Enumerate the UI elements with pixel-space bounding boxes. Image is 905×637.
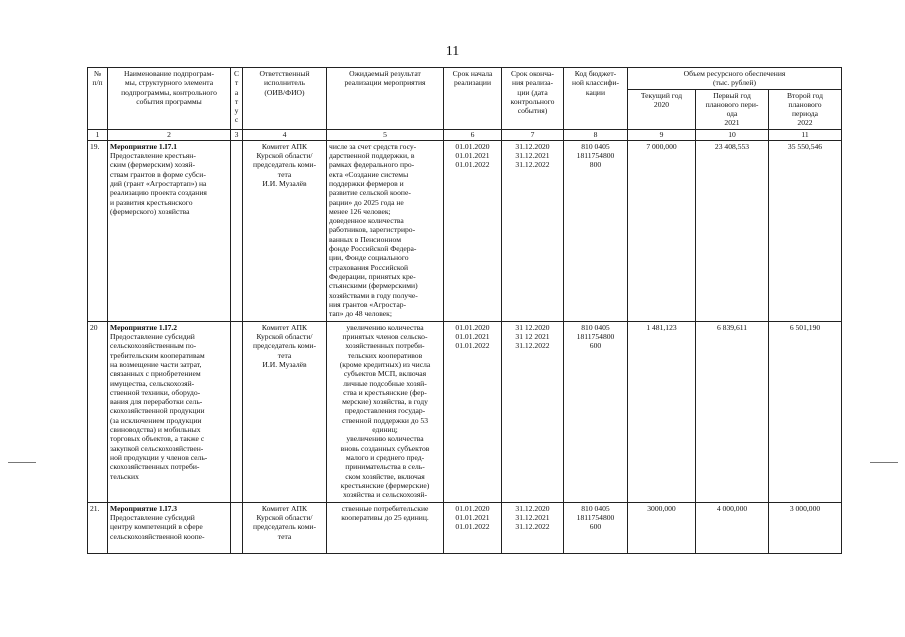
col-number: 10 — [696, 129, 769, 140]
activity-cell — [108, 321, 231, 502]
col-number: 1 — [88, 129, 108, 140]
column-number-row — [88, 129, 842, 140]
amount-2020: 3000,000 — [628, 502, 696, 553]
col-number: 5 — [327, 129, 444, 140]
col-number: 4 — [243, 129, 327, 140]
amount-2021: 6 839,611 — [696, 321, 769, 502]
col-number: 6 — [444, 129, 502, 140]
activity-cell — [108, 502, 231, 553]
end-date-cell: 31.12.2020 31.12.2021 31.12.2022 — [502, 140, 564, 321]
end-date-cell: 31.12.2020 31.12.2021 31.12.2022 — [502, 502, 564, 553]
budget-code-cell: 810 0405 1811754800 800 — [564, 140, 628, 321]
executor-cell: Комитет АПК Курской области/ председатель коми- тета — [243, 502, 327, 553]
start-date-cell: 01.01.2020 01.01.2021 01.01.2022 — [444, 502, 502, 553]
activity-cell — [108, 140, 231, 321]
col-number: 9 — [628, 129, 696, 140]
row-number: 20 — [88, 321, 108, 502]
col-number: 2 — [108, 129, 231, 140]
header-num: № п/п — [88, 68, 108, 130]
header-row — [88, 68, 842, 90]
row-number: 21. — [88, 502, 108, 553]
scan-artifact-line — [8, 462, 36, 463]
header-result: Ожидаемый результат реализации мероприятия — [327, 68, 444, 130]
activity-title: Мероприятие 1.I7.1 — [110, 141, 178, 151]
header-resources: Объем ресурсного обеспечения (тыс. рублей) — [628, 68, 842, 90]
amount-2020: 7 000,000 — [628, 140, 696, 321]
amount-2022: 35 550,546 — [769, 140, 842, 321]
executor-cell: Комитет АПК Курской области/ председатель коми- тета И.И. Музалёв — [243, 321, 327, 502]
header-status: С т а т у с — [231, 68, 243, 130]
status-cell — [231, 321, 243, 502]
program-activities-table — [87, 67, 842, 554]
col-number: 11 — [769, 129, 842, 140]
activity-name: Предоставление субсидий центру компетенций в сфере сельскохозяйственной коопе- — [110, 513, 205, 541]
header-executor: Ответственный исполнитель (ОИВ/ФИО) — [243, 68, 327, 130]
table-row — [88, 140, 842, 321]
header-name: Наименование подпрограм- мы, структурного элемента подпрограммы, контрольного события программы — [108, 68, 231, 130]
result-cell: увеличению количества принятых членов сельско- хозяйственных потреби- тельских кооперативов (кроме кредитных) из числа субъектов МСП, включая личные подсобные хозяй- ства и крестьянские (фер- мерские) хозяйства, в году предоставления государ- ственной поддержки до 53 единиц; увеличению количества вновь созданных субъектов малого и среднего пред- принимательства в сель- ском хозяйстве, включая крестьянские (фермерские) хозяйства и сельскохозяй- — [327, 321, 444, 502]
amount-2021: 23 408,553 — [696, 140, 769, 321]
header-year-2021: Первый год планового пери- ода 2021 — [696, 89, 769, 129]
activity-name: Предоставление крестьян- ским (фермерским) хозяй- ствам грантов в форме субси- дий (грант «Агростартап») на реализацию проекта создания и развития крестьянского (фермерского) хозяйства — [110, 151, 207, 216]
start-date-cell: 01.01.2020 01.01.2021 01.01.2022 — [444, 140, 502, 321]
activity-title: Мероприятие 1.I7.2 — [110, 322, 178, 332]
executor-cell: Комитет АПК Курской области/ председатель коми- тета И.И. Музалёв — [243, 140, 327, 321]
start-date-cell: 01.01.2020 01.01.2021 01.01.2022 — [444, 321, 502, 502]
result-cell: числе за счет средств госу- дарственной поддержки, в рамках федерального про- екта «Создание системы поддержки фермеров и развитие сельской коопе- рации» до 2025 года не менее 126 человек; доведенное количества работников, зарегистриро- ванных в Пенсионном фонде Российской Федера- ции, Фонде социального страхования Российской Федерации, принятых кре- стьянскими (фермерскими) хозяйствами в году получе- ния грантов «Агростар- тап» до 48 человек; — [327, 140, 444, 321]
col-number: 7 — [502, 129, 564, 140]
header-start: Срок начала реализации — [444, 68, 502, 130]
header-code: Код бюджет- ной классифи- кации — [564, 68, 628, 130]
amount-2022: 3 000,000 — [769, 502, 842, 553]
status-cell — [231, 140, 243, 321]
page-number: 11 — [445, 44, 460, 59]
table-row — [88, 502, 842, 553]
header-year-2022: Второй год планового периода 2022 — [769, 89, 842, 129]
activity-name: Предоставление субсидий сельскохозяйственным по- требительским кооперативам на возмещение части затрат, связанных с приобретением имущества, сельскохозяй- ственной техники, оборудо- вания для переработки сель- скохозяйственной продукции (за исключением продукции свиноводства) и мобильных торговых объектов, а также с закупкой сельскохозяйствен- ной продукции у членов сель- скохозяйственных потреби- тельских — [110, 332, 208, 481]
amount-2021: 4 000,000 — [696, 502, 769, 553]
col-number: 3 — [231, 129, 243, 140]
result-cell: ственные потребительские кооперативы до 25 единиц. — [327, 502, 444, 553]
row-number: 19. — [88, 140, 108, 321]
budget-code-cell: 810 0405 1811754800 600 — [564, 502, 628, 553]
header-year-2020: Текущий год 2020 — [628, 89, 696, 129]
activity-title: Мероприятие 1.I7.3 — [110, 503, 178, 513]
amount-2020: 1 481,123 — [628, 321, 696, 502]
end-date-cell: 31 12.2020 31 12 2021 31.12.2022 — [502, 321, 564, 502]
budget-code-cell: 810 0405 1811754800 600 — [564, 321, 628, 502]
status-cell — [231, 502, 243, 553]
table-row — [88, 321, 842, 502]
scan-artifact-line — [870, 462, 898, 463]
col-number: 8 — [564, 129, 628, 140]
header-end: Срок оконча- ния реализа- ции (дата контрольного события) — [502, 68, 564, 130]
amount-2022: 6 501,190 — [769, 321, 842, 502]
